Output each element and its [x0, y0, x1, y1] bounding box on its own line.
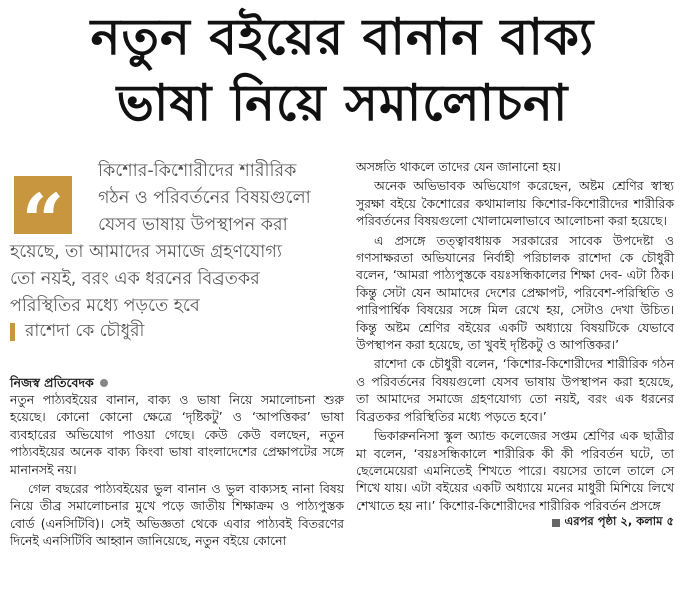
- quote-mark-icon: “: [14, 176, 72, 234]
- pull-quote: [10, 158, 344, 344]
- article-paragraph: অসঙ্গতি থাকলে তাদের যেন জানানো হয়।: [356, 159, 561, 174]
- pull-quote-line: গঠন ও পরিবর্তনের বিষয়গুলো: [98, 188, 311, 208]
- article-paragraph: রাশেদা কে চৌধুরী বলেন, ‘কিশোর-কিশোরীদের শারীরিক গঠন ও পরিবর্তনের বিষয়গুলো যেসব ভাষায় উপস্থাপন করা হয়েছে, তা আমাদের সমাজে গ্রহণযোগ্য তো নয়ই, বরং এক ধরনের বিব্রতকর পরিস্থিতির মধ্যে পড়তে হবে।’: [356, 356, 674, 424]
- headline: [0, 4, 685, 136]
- headline-line-1: নতুন বইয়ের বানান বাক্য: [90, 8, 595, 66]
- right-column: [356, 158, 674, 529]
- pull-quote-author-name: রাশেদা কে চৌধুরী: [25, 321, 145, 341]
- pull-quote-line: হয়েছে, তা আমাদের সমাজে গ্রহণযোগ্য: [10, 242, 282, 262]
- article-paragraph: ভিকারুননিসা স্কুল অ্যান্ড কলেজের সপ্তম শ্রেণির এক ছাত্রীর মা বলেন, ‘বয়ঃসন্ধিকালে শারীরিক কী কী পরিবর্তন ঘটে, তা ছেলেমেয়েরা এমনিতেই শিখতে পারে। বয়সের তালে তালে সে শিখে যায়। এটা বইয়ের একটি অধ্যায়ে মনের মাধুরী মিশিয়ে লিখে শেখাতে হয় না।’ কিশোর-কিশোরীদের শারীরিক পরিবর্তন প্রসঙ্গে: [356, 428, 674, 513]
- reporter-byline: [10, 374, 344, 391]
- continued-text: এরপর পৃষ্ঠা ২, কলাম ৫: [564, 514, 674, 529]
- pull-quote-text: [10, 158, 344, 320]
- article-paragraph: এ প্রসঙ্গে তত্ত্বাবধায়ক সরকারের সাবেক উপদেষ্টা ও গণসাক্ষরতা অভিযানের নির্বাহী পরিচালক রাশেদা কে চৌধুরী বলেন, ‘আমরা পাঠ্যপুস্তকে বয়ঃসন্ধিকালের শিক্ষা দেব- এটা ঠিক। কিন্তু সেটা যেন আমাদের দেশের প্রেক্ষাপট, পরিবেশ-পরিস্থিতি ও পারিপার্শ্বিক বিষয়ের সঙ্গে মিল রেখে হয়, সেটাও দেখা উচিত। কিন্তু অষ্টম শ্রেণির বইয়ের একটি অধ্যায়ে বিষয়টিকে যেভাবে উপস্থাপন করা হয়েছে, তা খুবই দৃষ্টিকটু ও আপত্তিকর।’: [356, 232, 674, 353]
- pull-quote-author: [10, 318, 144, 346]
- left-column: [10, 158, 344, 550]
- pull-quote-line: তো নয়ই, বরং এক ধরনের বিব্রতকর: [10, 269, 260, 289]
- pull-quote-line: পরিস্থিতির মধ্যে পড়তে হবে: [10, 296, 200, 316]
- reporter-name: নিজস্ব প্রতিবেদক: [10, 375, 94, 390]
- article-paragraph: অনেক অভিভাবক অভিযোগ করেছেন, অষ্টম শ্রেণির স্বাস্থ্য সুরক্ষা বইয়ে কৈশোরের কথামালায় কিশোর-কিশোরীদের শারীরিক পরিবর্তনের বিষয়গুলো খোলামেলাভাবে আলোচনা করা হয়েছে।: [356, 178, 674, 229]
- bullet-icon: [100, 379, 108, 387]
- pull-quote-line: যেসব ভাষায় উপস্থাপন করা: [98, 215, 288, 235]
- article-paragraph: গেল বছরের পাঠ্যবইয়ের ভুল বানান ও ভুল বাক্যসহ নানা বিষয় নিয়ে তীব্র সমালোচনার মুখে পড়ে জাতীয় শিক্ষাক্রম ও পাঠ্যপুস্তক বোর্ড (এনসিটিবি)। সেই অভিজ্ঞতা থেকে এবার পাঠ্যবই বিতরণের দিনেই এনসিটিবি আহ্বান জানিয়েছে, নতুন বইয়ে কোনো: [10, 481, 344, 549]
- pull-quote-line: কিশোর-কিশোরীদের শারীরিক: [98, 161, 297, 181]
- square-bullet-icon: [552, 519, 560, 527]
- continued-link[interactable]: [552, 513, 675, 532]
- article-paragraph: নতুন পাঠ্যবইয়ের বানান, বাক্য ও ভাষা নিয়ে সমালোচনা শুরু হয়েছে। কোনো কোনো ক্ষেত্রে ‘দৃষ্টিকটু’ ও ‘আপত্তিকর’ ভাষা ব্যবহারের অভিযোগ পাওয়া গেছে। কেউ কেউ বলছেন, নতুন পাঠ্যবইয়ের অনেক বাক্য কিংবা ভাষা বাংলাদেশের প্রেক্ষাপটের সঙ্গে মানানসই নয়।: [10, 392, 344, 477]
- accent-bar-icon: [10, 323, 15, 341]
- headline-line-2: ভাষা নিয়ে সমালোচনা: [116, 74, 569, 132]
